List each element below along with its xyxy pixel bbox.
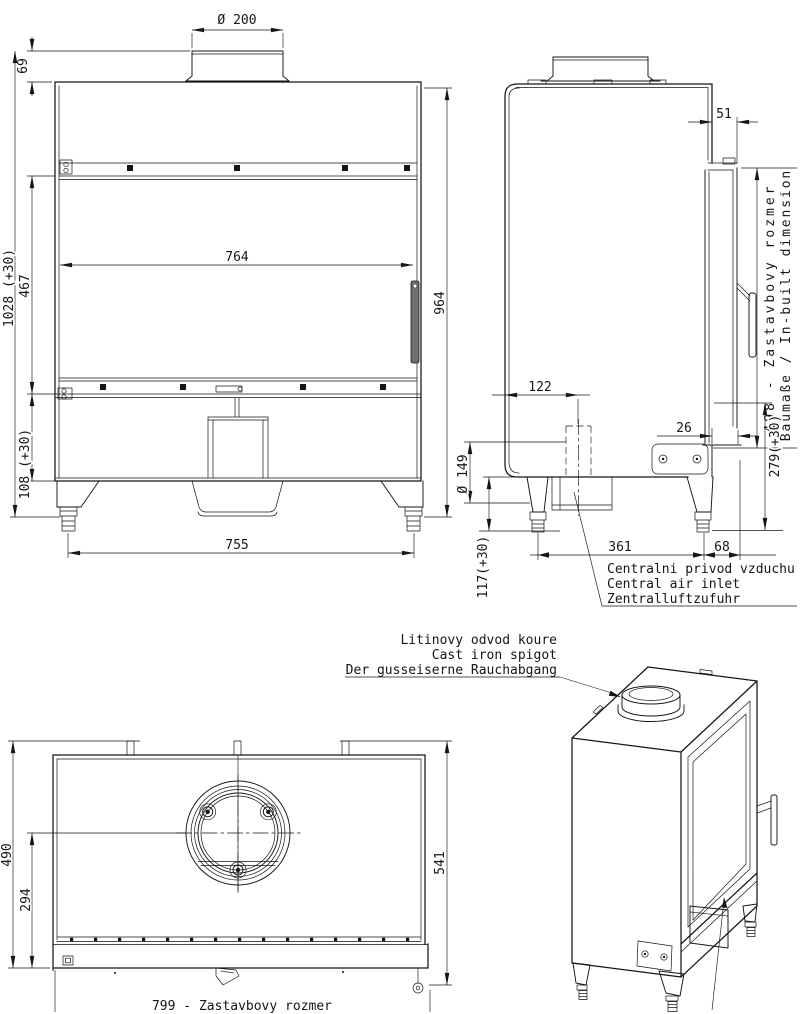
dim-body-height: 964 [433,291,448,315]
side-front-frame [703,158,741,477]
dim-flue-diameter: Ø 200 [217,13,257,28]
note-spigot-en: Cast iron spigot [431,648,557,663]
top-view [0,741,452,1014]
dim-glass-height: 467 [18,274,33,298]
label-inbuilt-width: 799 - Zastavbovy rozmer [151,999,333,1014]
dim-inner-depth: 490 [0,843,15,867]
dim-rear-offset: 122 [528,380,552,395]
spigot-note [345,633,621,697]
front-view [2,13,452,558]
dim-foot-height: 117(+30) [476,535,491,599]
dim-flue-center-offset: 294 [19,888,34,912]
side-dimensions [456,107,797,598]
front-door-top-band [59,160,417,180]
note-air-inlet-cz: Centralni privod vzduchu [607,562,795,577]
label-inbuilt-depth-cz: 498 - Zastavbovy rozmer [763,183,778,433]
iso-air-leader [712,897,728,1010]
dim-front-gap: 26 [676,421,692,436]
top-flue-spigot [176,755,301,893]
dim-flue-collar-height: 69 [16,58,31,74]
dim-feet-span-side: 361 [608,540,632,555]
iso-side-plate [637,941,672,971]
dim-air-inlet-diameter: Ø 149 [456,454,471,494]
iso-legs [573,904,757,1012]
iso-view [345,633,777,1012]
dim-front-foot-offset: 68 [714,540,730,555]
front-door-bottom-band [55,378,421,399]
top-corner-pin [413,983,423,993]
dim-plinth-height: 279(+30) [768,414,783,478]
top-vent-square [63,956,73,965]
dim-feet-span-front: 755 [225,538,249,553]
dim-overall-height: 1028 (+30) [2,248,17,328]
iso-body [572,667,757,977]
side-legs [527,477,713,532]
dim-overall-depth: 541 [433,851,448,875]
note-spigot-cz: Litinovy odvod koure [400,633,557,648]
handle-pin [413,284,417,288]
note-air-inlet-en: Central air inlet [607,577,741,592]
side-body-outline [505,84,712,477]
front-body-outline [55,82,421,481]
dim-glass-width: 764 [225,250,249,265]
door-handle [411,281,419,363]
side-flue-spigot [541,57,660,81]
front-base-air-control [192,398,283,516]
note-air-inlet-de: Zentralluftzufuhr [607,592,741,607]
front-dimensions [2,13,452,558]
side-air-inlet [552,419,612,516]
front-flue-spigot [186,51,289,81]
iso-flue-spigot [618,686,684,722]
dim-base-height: 108 (+30) [18,428,33,500]
iso-door-handle [757,795,777,845]
iso-glass-door [681,701,757,952]
side-view [456,57,797,607]
dim-frame-lip: 51 [716,107,732,122]
label-inbuilt-depth-de-en: Baumaße / In-built dimension [779,168,794,442]
front-legs [57,481,423,531]
note-spigot-de: Der gusseiserne Rauchabgang [345,663,557,678]
side-bottom-plate [652,444,708,474]
side-door-handle [737,283,756,357]
top-latch-catch [216,968,239,985]
